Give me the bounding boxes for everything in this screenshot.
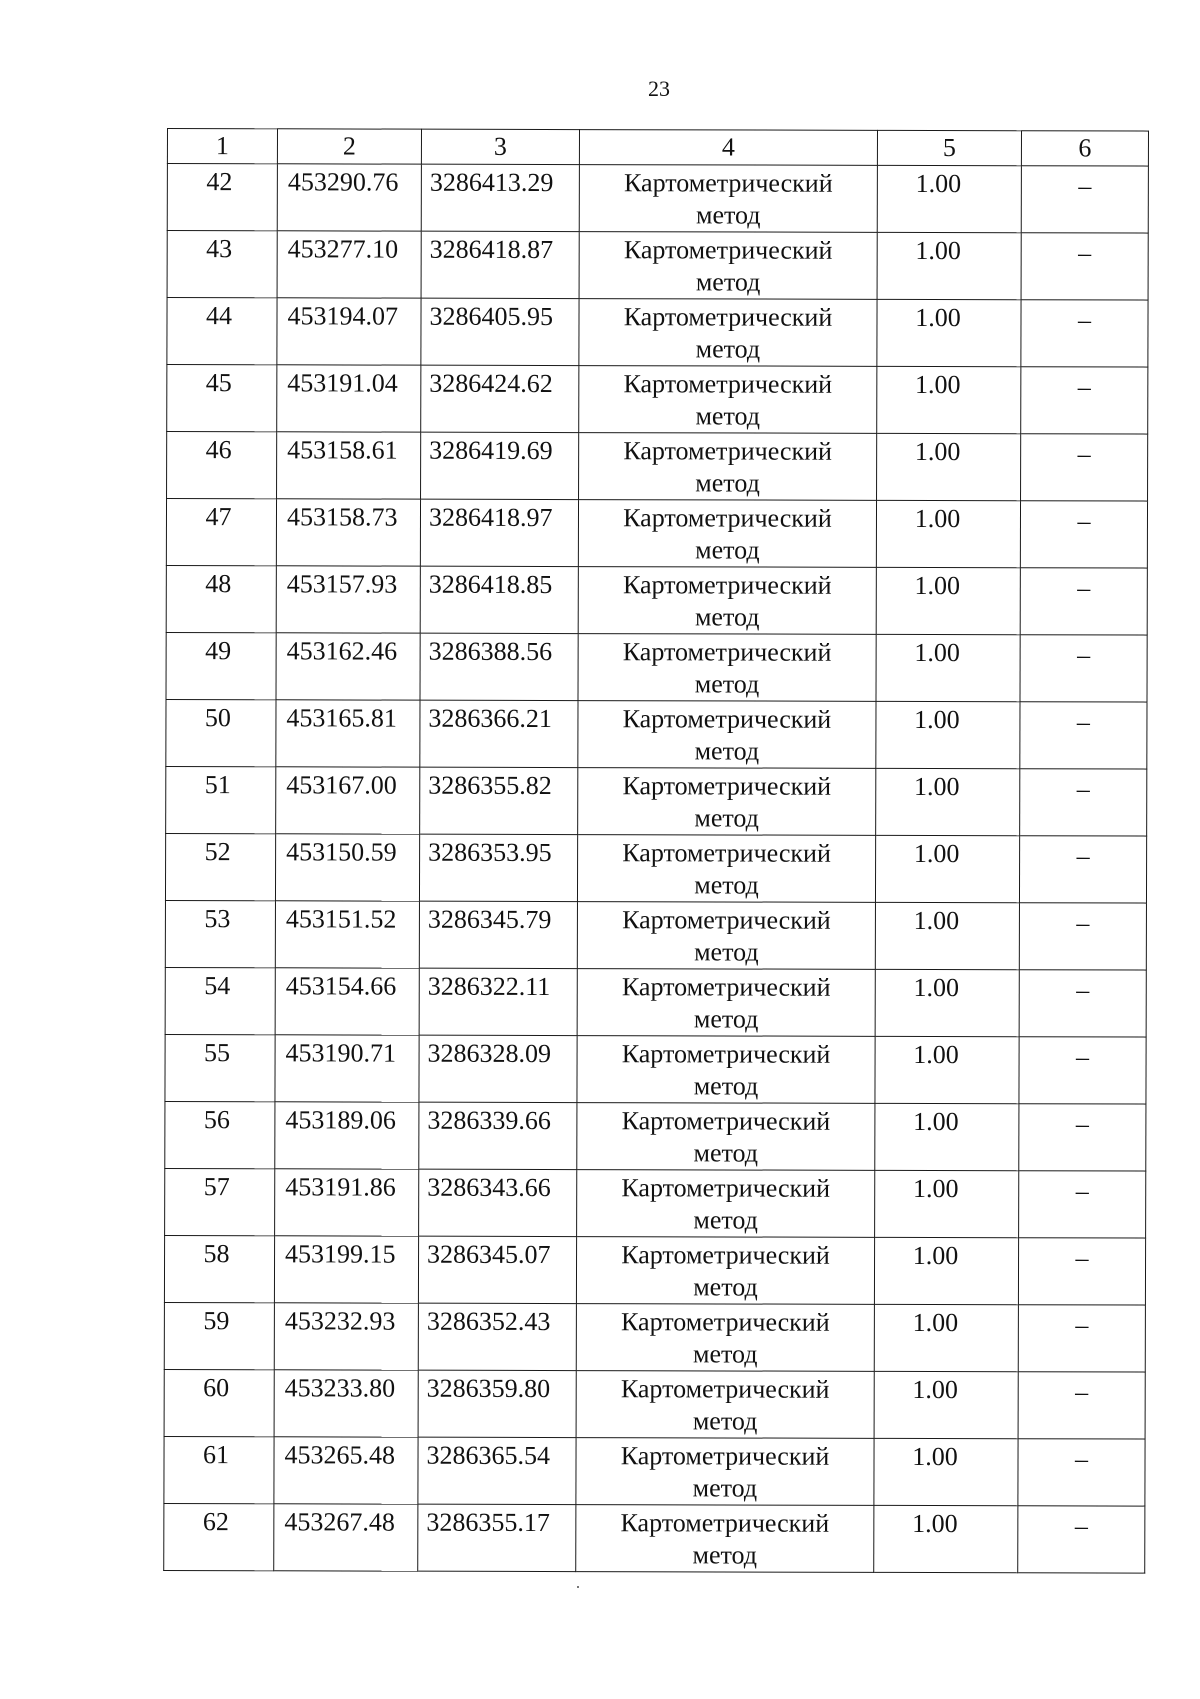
method-text: Картометрический метод: [622, 704, 832, 766]
note-cell: [1019, 970, 1146, 1037]
dash-mark: –: [1078, 171, 1092, 201]
point-number-cell: 55: [165, 1034, 275, 1101]
note-cell: [1020, 568, 1147, 635]
note-cell: [1018, 1305, 1145, 1372]
x-coordinate-cell: 453151.52: [275, 901, 419, 968]
accuracy-cell: 1.00: [876, 768, 1020, 835]
method-cell: [576, 1505, 874, 1573]
table-header: [167, 129, 1148, 167]
point-number-cell: 43: [167, 231, 277, 298]
table-row: [166, 699, 1147, 769]
x-coordinate-cell: 453265.48: [274, 1437, 418, 1504]
y-coordinate-cell: 3286366.21: [420, 700, 578, 767]
header-col-6: 6: [1021, 131, 1148, 166]
point-number-cell: 54: [165, 967, 275, 1034]
dash-mark: –: [1076, 707, 1090, 737]
dash-mark: –: [1077, 640, 1091, 670]
note-cell: [1021, 367, 1148, 434]
x-coordinate-cell: 453165.81: [276, 700, 420, 767]
table-row: [165, 900, 1146, 970]
method-cell: [579, 232, 877, 300]
point-number-cell: 61: [164, 1436, 274, 1503]
dash-mark: –: [1076, 841, 1090, 871]
method-cell: [579, 165, 877, 233]
point-number-cell: 45: [167, 365, 277, 432]
dash-mark: –: [1076, 774, 1090, 804]
header-col-1: 1: [167, 129, 277, 164]
y-coordinate-cell: 3286418.85: [420, 566, 578, 633]
x-coordinate-cell: 453162.46: [276, 633, 420, 700]
table-row: [167, 231, 1148, 301]
table-row: [165, 1034, 1146, 1104]
y-coordinate-cell: 3286345.79: [419, 901, 577, 968]
method-text: Картометрический метод: [623, 235, 833, 297]
accuracy-cell: 1.00: [875, 1036, 1019, 1103]
y-coordinate-cell: 3286365.54: [418, 1437, 576, 1504]
method-text: Картометрический метод: [624, 168, 833, 230]
method-text: Картометрический метод: [621, 1039, 831, 1101]
table-body: [164, 164, 1149, 1574]
dash-mark: –: [1075, 1310, 1089, 1340]
x-coordinate-cell: 453277.10: [277, 231, 421, 298]
note-cell: [1019, 1104, 1146, 1171]
point-number-cell: 52: [165, 833, 275, 900]
method-text: Картометрический метод: [621, 1307, 830, 1369]
note-cell: [1019, 836, 1146, 903]
accuracy-cell: 1.00: [874, 1304, 1018, 1371]
dash-mark: –: [1075, 1176, 1089, 1206]
dash-mark: –: [1077, 573, 1091, 603]
dash-mark: –: [1076, 908, 1090, 938]
x-coordinate-cell: 453233.80: [274, 1370, 418, 1437]
accuracy-cell: 1.00: [874, 1438, 1018, 1505]
note-cell: [1021, 233, 1148, 300]
note-cell: [1018, 1439, 1145, 1506]
y-coordinate-cell: 3286418.97: [420, 499, 578, 566]
point-number-cell: 51: [166, 766, 276, 833]
x-coordinate-cell: 453158.61: [277, 432, 421, 499]
x-coordinate-cell: 453157.93: [276, 566, 420, 633]
note-cell: [1020, 769, 1147, 836]
x-coordinate-cell: 453267.48: [274, 1504, 418, 1571]
note-cell: [1019, 1037, 1146, 1104]
method-text: Картометрический метод: [622, 771, 832, 833]
y-coordinate-cell: 3286424.62: [421, 365, 579, 432]
note-cell: [1020, 635, 1147, 702]
method-text: Картометрический метод: [620, 1374, 830, 1436]
header-col-5: 5: [877, 130, 1021, 165]
table-row: [164, 1503, 1145, 1573]
scan-artifact-dot: [577, 1586, 579, 1588]
note-cell: [1021, 166, 1148, 233]
dash-mark: –: [1077, 439, 1091, 469]
accuracy-cell: 1.00: [874, 1505, 1018, 1572]
method-cell: [577, 969, 875, 1037]
method-text: Картометрический метод: [623, 503, 832, 565]
y-coordinate-cell: 3286328.09: [419, 1035, 577, 1102]
method-text: Картометрический метод: [623, 436, 832, 498]
method-text: Картометрический метод: [622, 637, 832, 699]
x-coordinate-cell: 453194.07: [277, 298, 421, 365]
method-cell: [578, 634, 876, 702]
method-text: Картометрический метод: [621, 1173, 831, 1235]
dash-mark: –: [1077, 506, 1091, 536]
method-text: Картометрический метод: [620, 1441, 830, 1503]
point-number-cell: 59: [164, 1302, 274, 1369]
table-row: [167, 432, 1148, 502]
method-text: Картометрический метод: [621, 972, 831, 1034]
method-text: Картометрический метод: [622, 905, 831, 967]
y-coordinate-cell: 3286419.69: [421, 432, 579, 499]
accuracy-cell: 1.00: [877, 299, 1021, 366]
point-number-cell: 44: [167, 298, 277, 365]
point-number-cell: 48: [166, 565, 276, 632]
y-coordinate-cell: 3286352.43: [418, 1303, 576, 1370]
method-cell: [577, 1036, 875, 1104]
method-text: Картометрический метод: [623, 369, 833, 431]
accuracy-cell: 1.00: [876, 567, 1020, 634]
table-row: [164, 1436, 1145, 1506]
dash-mark: –: [1077, 305, 1092, 335]
table-row: [166, 766, 1147, 836]
point-number-cell: 58: [164, 1235, 274, 1302]
point-number-cell: 49: [166, 632, 276, 699]
table-row: [166, 565, 1147, 635]
dash-mark: –: [1074, 1511, 1088, 1541]
y-coordinate-cell: 3286339.66: [419, 1102, 577, 1169]
accuracy-cell: 1.00: [875, 969, 1019, 1036]
method-cell: [576, 1237, 874, 1305]
accuracy-cell: 1.00: [875, 835, 1019, 902]
dash-mark: –: [1074, 1444, 1089, 1474]
x-coordinate-cell: 453191.86: [275, 1169, 419, 1236]
note-cell: [1018, 1238, 1145, 1305]
accuracy-cell: 1.00: [876, 500, 1020, 567]
point-number-cell: 42: [167, 164, 277, 231]
x-coordinate-cell: 453154.66: [275, 968, 419, 1035]
point-number-cell: 62: [164, 1503, 274, 1570]
dash-mark: –: [1075, 1243, 1089, 1273]
y-coordinate-cell: 3286355.17: [418, 1504, 576, 1571]
method-cell: [576, 1438, 874, 1506]
method-cell: [579, 366, 877, 434]
point-number-cell: 53: [165, 900, 275, 967]
accuracy-cell: 1.00: [877, 366, 1021, 433]
point-number-cell: 56: [165, 1101, 275, 1168]
dash-mark: –: [1076, 975, 1090, 1005]
note-cell: [1021, 434, 1148, 501]
table-row: [164, 1235, 1145, 1305]
accuracy-cell: 1.00: [875, 1170, 1019, 1237]
accuracy-cell: 1.00: [874, 1371, 1018, 1438]
x-coordinate-cell: 453191.04: [277, 365, 421, 432]
method-text: Картометрический метод: [621, 1240, 830, 1302]
method-text: Картометрический метод: [620, 1508, 830, 1570]
point-number-cell: 47: [166, 499, 276, 566]
y-coordinate-cell: 3286343.66: [419, 1169, 577, 1236]
accuracy-cell: 1.00: [877, 232, 1021, 299]
accuracy-cell: 1.00: [876, 634, 1020, 701]
method-cell: [578, 768, 876, 836]
header-col-4: 4: [579, 130, 877, 166]
table-row: [165, 1101, 1146, 1171]
method-text: Картометрический метод: [623, 302, 833, 364]
point-number-cell: 50: [166, 699, 276, 766]
x-coordinate-cell: 453290.76: [277, 164, 421, 231]
point-number-cell: 57: [165, 1168, 275, 1235]
point-number-cell: 60: [164, 1369, 274, 1436]
table-row: [165, 967, 1146, 1037]
method-cell: [578, 500, 876, 568]
note-cell: [1020, 501, 1147, 568]
table-row: [167, 298, 1148, 368]
header-row: [167, 129, 1148, 167]
table-row: [166, 499, 1147, 569]
dash-mark: –: [1078, 238, 1092, 268]
method-cell: [577, 1103, 875, 1171]
y-coordinate-cell: 3286345.07: [418, 1236, 576, 1303]
note-cell: [1018, 1506, 1145, 1573]
method-cell: [576, 1304, 874, 1372]
table-row: [165, 833, 1146, 903]
page-number: 23: [648, 76, 670, 101]
point-number-cell: 46: [167, 432, 277, 499]
method-cell: [579, 433, 877, 501]
x-coordinate-cell: 453158.73: [276, 499, 420, 566]
method-cell: [578, 701, 876, 769]
method-cell: [578, 567, 876, 635]
method-text: Картометрический метод: [621, 1106, 831, 1168]
note-cell: [1021, 300, 1148, 367]
x-coordinate-cell: 453232.93: [274, 1303, 418, 1370]
accuracy-cell: 1.00: [874, 1237, 1018, 1304]
table-row: [166, 632, 1147, 702]
table-row: [167, 164, 1148, 234]
method-cell: [577, 1170, 875, 1238]
dash-mark: –: [1075, 1377, 1089, 1407]
table-row: [165, 1168, 1146, 1238]
accuracy-cell: 1.00: [876, 701, 1020, 768]
note-cell: [1020, 702, 1147, 769]
x-coordinate-cell: 453190.71: [275, 1035, 419, 1102]
table-row: [164, 1302, 1145, 1372]
accuracy-cell: 1.00: [875, 1103, 1019, 1170]
accuracy-cell: 1.00: [877, 433, 1021, 500]
method-cell: [579, 299, 877, 367]
accuracy-cell: 1.00: [875, 902, 1019, 969]
x-coordinate-cell: 453150.59: [275, 834, 419, 901]
method-text: Картометрический метод: [622, 570, 832, 632]
y-coordinate-cell: 3286322.11: [419, 968, 577, 1035]
dash-mark: –: [1076, 1042, 1090, 1072]
y-coordinate-cell: 3286359.80: [418, 1370, 576, 1437]
table-row: [164, 1369, 1145, 1439]
header-col-3: 3: [421, 129, 579, 164]
method-text: Картометрический метод: [622, 838, 831, 900]
dash-mark: –: [1077, 372, 1091, 402]
note-cell: [1018, 1372, 1145, 1439]
method-cell: [576, 1371, 874, 1439]
method-cell: [577, 835, 875, 903]
y-coordinate-cell: 3286413.29: [421, 164, 579, 231]
y-coordinate-cell: 3286388.56: [420, 633, 578, 700]
method-cell: [577, 902, 875, 970]
dash-mark: –: [1075, 1109, 1089, 1139]
accuracy-cell: 1.00: [877, 165, 1021, 232]
table-row: [167, 365, 1148, 435]
x-coordinate-cell: 453189.06: [275, 1102, 419, 1169]
x-coordinate-cell: 453167.00: [276, 767, 420, 834]
y-coordinate-cell: 3286418.87: [421, 231, 579, 298]
coordinates-table: [163, 128, 1149, 1574]
header-col-2: 2: [277, 129, 421, 164]
y-coordinate-cell: 3286405.95: [421, 298, 579, 365]
y-coordinate-cell: 3286355.82: [420, 767, 578, 834]
x-coordinate-cell: 453199.15: [274, 1236, 418, 1303]
note-cell: [1019, 1171, 1146, 1238]
y-coordinate-cell: 3286353.95: [419, 834, 577, 901]
note-cell: [1019, 903, 1146, 970]
